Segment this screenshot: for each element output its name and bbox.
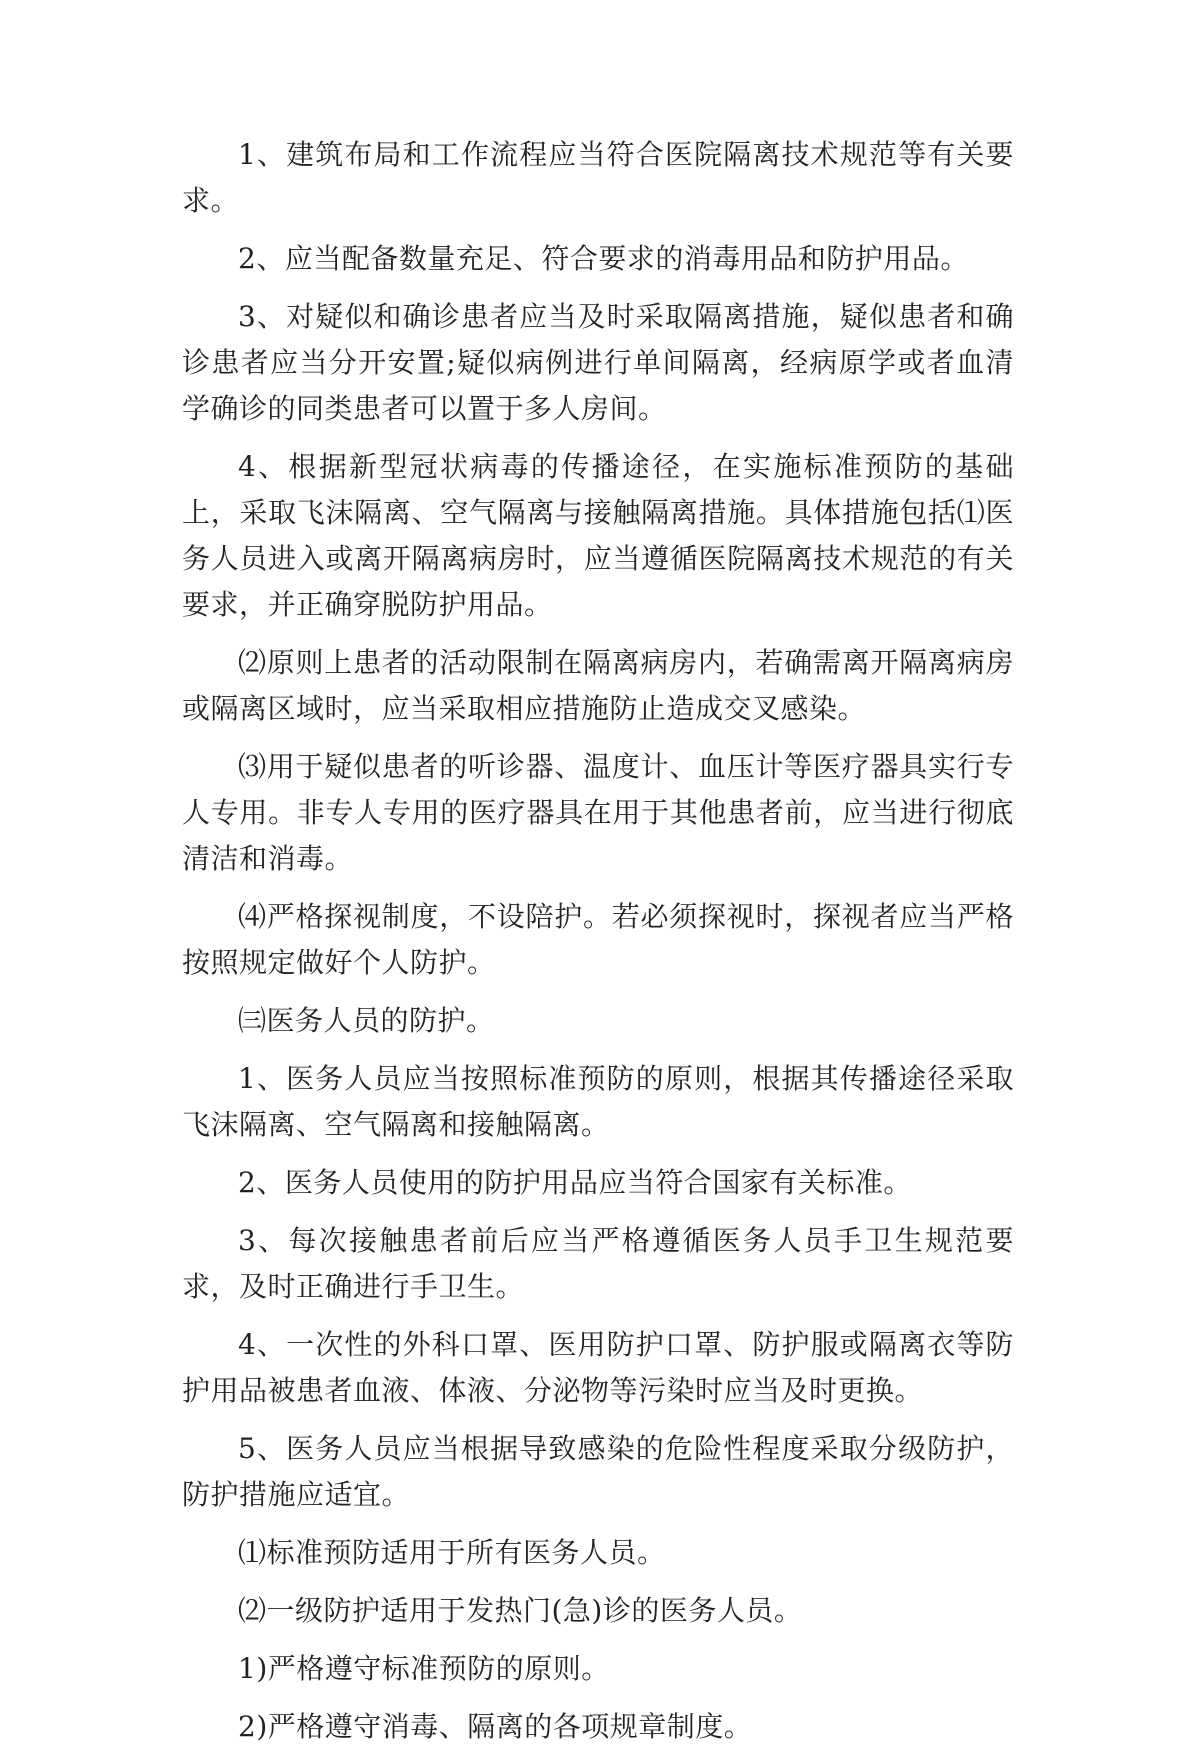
paragraph-disposable-equipment: 4、一次性的外科口罩、医用防护口罩、防护服或隔离衣等防护用品被患者血液、体液、分泌物等污染时应当及时更换。 bbox=[182, 1328, 1014, 1407]
paragraph-standard-precautions: 1、医务人员应当按照标准预防的原则，根据其传播途径采取飞沫隔离、空气隔离和接触隔离。 bbox=[182, 1062, 1014, 1141]
paragraph-graded-protection: 5、医务人员应当根据导致感染的危险性程度采取分级防护，防护措施应适宜。 bbox=[182, 1432, 1014, 1511]
paragraph-disinfection-supplies: 2、应当配备数量充足、符合要求的消毒用品和防护用品。 bbox=[238, 242, 969, 275]
paragraph-building-layout: 1、建筑布局和工作流程应当符合医院隔离技术规范等有关要求。 bbox=[182, 138, 1014, 217]
paragraph-hand-hygiene: 3、每次接触患者前后应当严格遵循医务人员手卫生规范要求，及时正确进行手卫生。 bbox=[182, 1224, 1014, 1303]
paragraph-transmission-routes: 4、根据新型冠状病毒的传播途径，在实施标准预防的基础上，采取飞沫隔离、空气隔离与接触隔离措施。具体措施包括⑴医务人员进入或离开隔离病房时，应当遵循医院隔离技术规范的有关要求，并正确穿脱防护用品。 bbox=[182, 450, 1014, 621]
paragraph-protective-equipment-standards: 2、医务人员使用的防护用品应当符合国家有关标准。 bbox=[238, 1166, 912, 1199]
section-heading-staff-protection: ㈢医务人员的防护。 bbox=[238, 1004, 495, 1037]
paragraph-isolation-measures: 3、对疑似和确诊患者应当及时采取隔离措施，疑似患者和确诊患者应当分开安置;疑似病例进行单间隔离，经病原学或者血清学确诊的同类患者可以置于多人房间。 bbox=[182, 300, 1014, 425]
list-item-first-level-protection: ⑵一级防护适用于发热门(急)诊的医务人员。 bbox=[238, 1594, 803, 1627]
paragraph-medical-devices: ⑶用于疑似患者的听诊器、温度计、血压计等医疗器具实行专人专用。非专人专用的医疗器具在用于其他患者前，应当进行彻底清洁和消毒。 bbox=[182, 750, 1014, 875]
paragraph-activity-restriction: ⑵原则上患者的活动限制在隔离病房内，若确需离开隔离病房或隔离区域时，应当采取相应措施防止造成交叉感染。 bbox=[182, 646, 1014, 725]
document-body bbox=[182, 132, 1014, 1762]
list-item-standard-prevention: ⑴标准预防适用于所有医务人员。 bbox=[238, 1536, 666, 1569]
list-item-follow-standard-precautions: 1)严格遵守标准预防的原则。 bbox=[238, 1652, 610, 1685]
list-item-follow-isolation-rules: 2)严格遵守消毒、隔离的各项规章制度。 bbox=[238, 1710, 753, 1743]
paragraph-visiting-policy: ⑷严格探视制度，不设陪护。若必须探视时，探视者应当严格按照规定做好个人防护。 bbox=[182, 900, 1014, 979]
